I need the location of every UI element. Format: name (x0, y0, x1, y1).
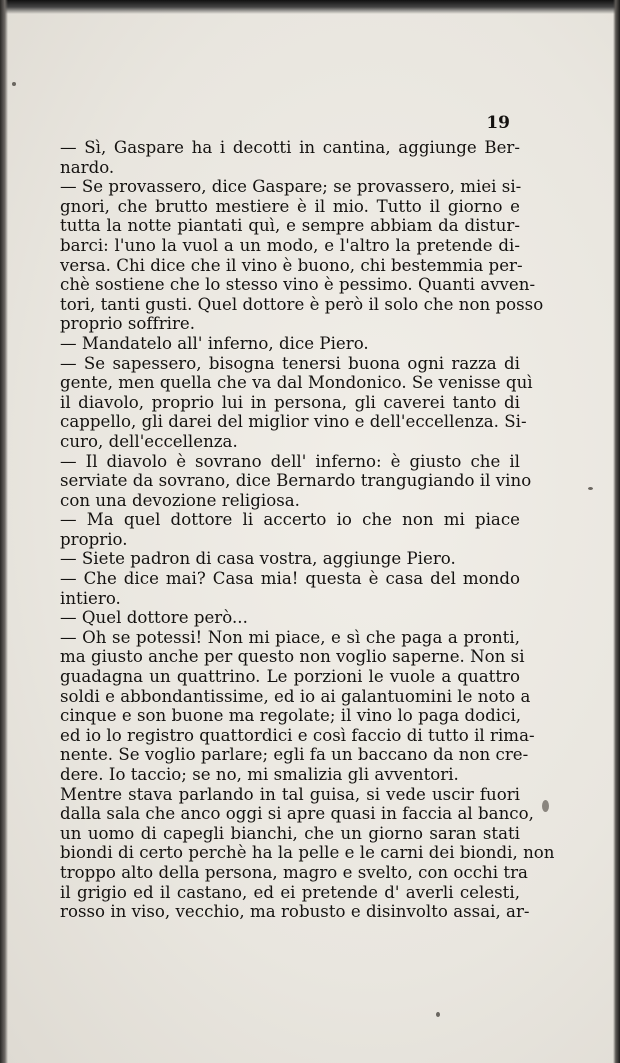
text-line: — Ma quel dottore li accerto io che non mi piace (60, 510, 520, 530)
page-edge-left (0, 0, 8, 1063)
text-line: serviate da sovrano, dice Bernardo trangugiando il vino (60, 471, 532, 491)
text-line: biondi di certo perchè ha la pelle e le carni dei biondi, non (60, 843, 555, 863)
text-line: intiero. (60, 588, 121, 608)
text-line: ma giusto anche per questo non voglio saperne. Non si (60, 647, 525, 667)
paper-speck (588, 487, 593, 490)
text-line: chè sostiene che lo stesso vino è pessimo. Quanti avven- (60, 275, 536, 295)
text-line: — Se provassero, dice Gaspare; se provassero, miei si- (60, 177, 522, 197)
text-line: guadagna un quattrino. Le porzioni le vuole a quattro (60, 667, 520, 687)
text-line: con una devozione religiosa. (60, 490, 300, 510)
text-line: soldi e abbondantissime, ed io ai galantuomini le noto a (60, 686, 531, 706)
text-line: tori, tanti gusti. Quel dottore è però il solo che non posso (60, 294, 544, 314)
paper-speck (12, 82, 16, 86)
text-line: versa. Chi dice che il vino è buono, chi bestemmia per- (60, 255, 523, 275)
text-line: proprio. (60, 529, 128, 549)
text-line: un uomo di capegli bianchi, che un giorno saran stati (60, 823, 520, 843)
text-line: curo, dell'eccellenza. (60, 431, 238, 451)
text-line: — Quel dottore però... (60, 608, 248, 628)
text-line: Mentre stava parlando in tal guisa, si vede uscir fuori (60, 784, 520, 804)
body-text (60, 138, 555, 922)
text-line: — Siete padron di casa vostra, aggiunge Piero. (60, 549, 456, 569)
text-line: barci: l'uno la vuol a un modo, e l'altro la pretende di- (60, 235, 520, 255)
text-line: dalla sala che anco oggi si apre quasi in faccia al banco, (60, 804, 534, 824)
text-line: il diavolo, proprio lui in persona, gli caverei tanto di (60, 392, 520, 412)
text-line: — Se sapessero, bisogna tenersi buona ogni razza di (60, 353, 520, 373)
text-line: gnori, che brutto mestiere è il mio. Tutto il giorno e (60, 196, 520, 216)
text-line: troppo alto della persona, magro e svelto, con occhi tra (60, 862, 528, 882)
paper-speck (436, 1012, 440, 1017)
text-line: cinque e son buone ma regolate; il vino lo paga dodici, (60, 706, 522, 726)
text-line: — Il diavolo è sovrano dell' inferno: è giusto che il (60, 451, 520, 471)
text-line: tutta la notte piantati quì, e sempre abbiam da distur- (60, 216, 520, 236)
text-line: nardo. (60, 157, 115, 177)
text-line: ed io lo registro quattordici e così faccio di tutto il rima- (60, 725, 535, 745)
text-line: — Sì, Gaspare ha i decotti in cantina, aggiunge Ber- (60, 138, 520, 157)
page-edge-top (0, 0, 620, 14)
text-line: gente, men quella che va dal Mondonico. Se venisse quì (60, 373, 533, 393)
text-line: rosso in viso, vecchio, ma robusto e disinvolto assai, ar- (60, 902, 530, 922)
text-line: proprio soffrire. (60, 314, 196, 334)
text-line: — Mandatelo all' inferno, dice Piero. (60, 333, 369, 353)
text-line: cappello, gli darei del miglior vino e dell'eccellenza. Si- (60, 412, 527, 432)
page-edge-right (613, 0, 620, 1063)
paper-stain (542, 800, 549, 812)
text-line: — Oh se potessi! Non mi piace, e sì che paga a pronti, (60, 627, 520, 647)
text-line: nente. Se voglio parlare; egli fa un baccano da non cre- (60, 745, 529, 765)
text-line: il grigio ed il castano, ed ei pretende d' averli celesti, (60, 882, 520, 902)
text-line: dere. Io taccio; se no, mi smalizia gli avventori. (60, 765, 459, 784)
page-number: 19 (486, 113, 510, 133)
text-line: — Che dice mai? Casa mia! questa è casa del mondo (60, 569, 520, 589)
